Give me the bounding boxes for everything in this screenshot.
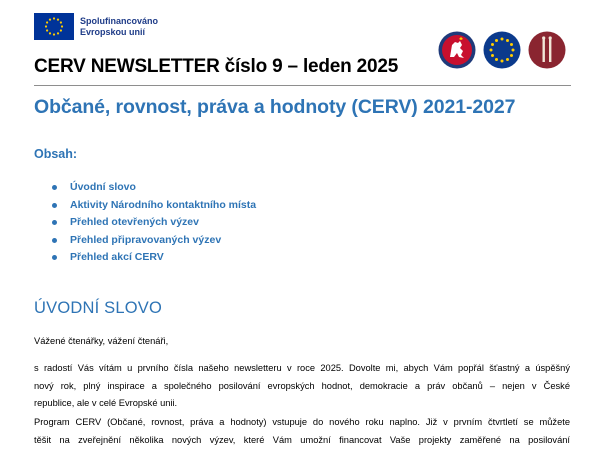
- newsletter-title: CERV NEWSLETTER číslo 9 – leden 2025: [34, 56, 399, 77]
- toc-item[interactable]: [52, 179, 256, 197]
- toc-item-label: Přehled připravovaných výzev: [70, 233, 222, 246]
- bullet-icon: [52, 185, 57, 190]
- eu-stars-circle-icon: [483, 31, 521, 69]
- bullet-icon: [52, 220, 57, 225]
- paragraph-line: republice, ale v celé Evropské unii.: [34, 398, 178, 408]
- eu-logo-text: [80, 16, 158, 38]
- toc-item[interactable]: [52, 232, 256, 250]
- eu-cofunded-logo: [34, 13, 158, 40]
- section-heading-intro: ÚVODNÍ SLOVO: [34, 299, 163, 317]
- eu-flag-icon: [34, 13, 74, 40]
- czech-coat-of-arms-icon: [438, 31, 476, 69]
- toc-item-label: Přehled otevřených výzev: [70, 216, 199, 228]
- program-title: Občané, rovnost, práva a hodnoty (CERV) 2021-2027: [34, 96, 516, 118]
- toc-item[interactable]: [52, 249, 256, 267]
- eu-logo-line2: Evropskou unií: [80, 26, 146, 37]
- toc-item-label: Úvodní slovo: [70, 181, 136, 193]
- paragraph-line: s radostí Vás vítám u prvního čísla našeho newsletteru v roce 2025. Dovolte mi, abych Vám popřál šťastný a úspěšný: [34, 363, 570, 373]
- title-divider: [34, 85, 571, 86]
- paragraph-line: nový rok, plný inspirace a společného posilování evropských hodnot, demokracie a práv občanů – nejen v České: [34, 380, 570, 391]
- toc-heading: Obsah:: [34, 147, 78, 161]
- toc-list: [52, 179, 256, 267]
- toc-item-label: Přehled akcí CERV: [70, 251, 164, 263]
- toc-item-label: Aktivity Národního kontaktního místa: [70, 198, 257, 211]
- partner-emblems: [438, 31, 566, 69]
- toc-item[interactable]: [52, 214, 256, 232]
- greeting-line: Vážené čtenářky, vážení čtenáři,: [34, 336, 169, 346]
- toc-item[interactable]: [52, 197, 256, 215]
- bullet-icon: [52, 255, 57, 260]
- eu-logo-line1: Spolufinancováno: [80, 15, 159, 26]
- program-paragraph: [34, 414, 570, 449]
- bullet-icon: [52, 238, 57, 243]
- paragraph-line: těšit na zveřejnění několika nových výzev, které Vám umožní financovat Vaše projekty zaměřené na posilování: [34, 434, 570, 445]
- ministry-emblem-icon: [528, 31, 566, 69]
- paragraph-line: Program CERV (Občané, rovnost, práva a hodnoty) vstupuje do nového roku naplno. Již v prvním čtvrtletí se můžete: [34, 417, 570, 427]
- greeting-paragraph: [34, 333, 570, 351]
- intro-paragraph: [34, 360, 570, 413]
- bullet-icon: [52, 203, 57, 208]
